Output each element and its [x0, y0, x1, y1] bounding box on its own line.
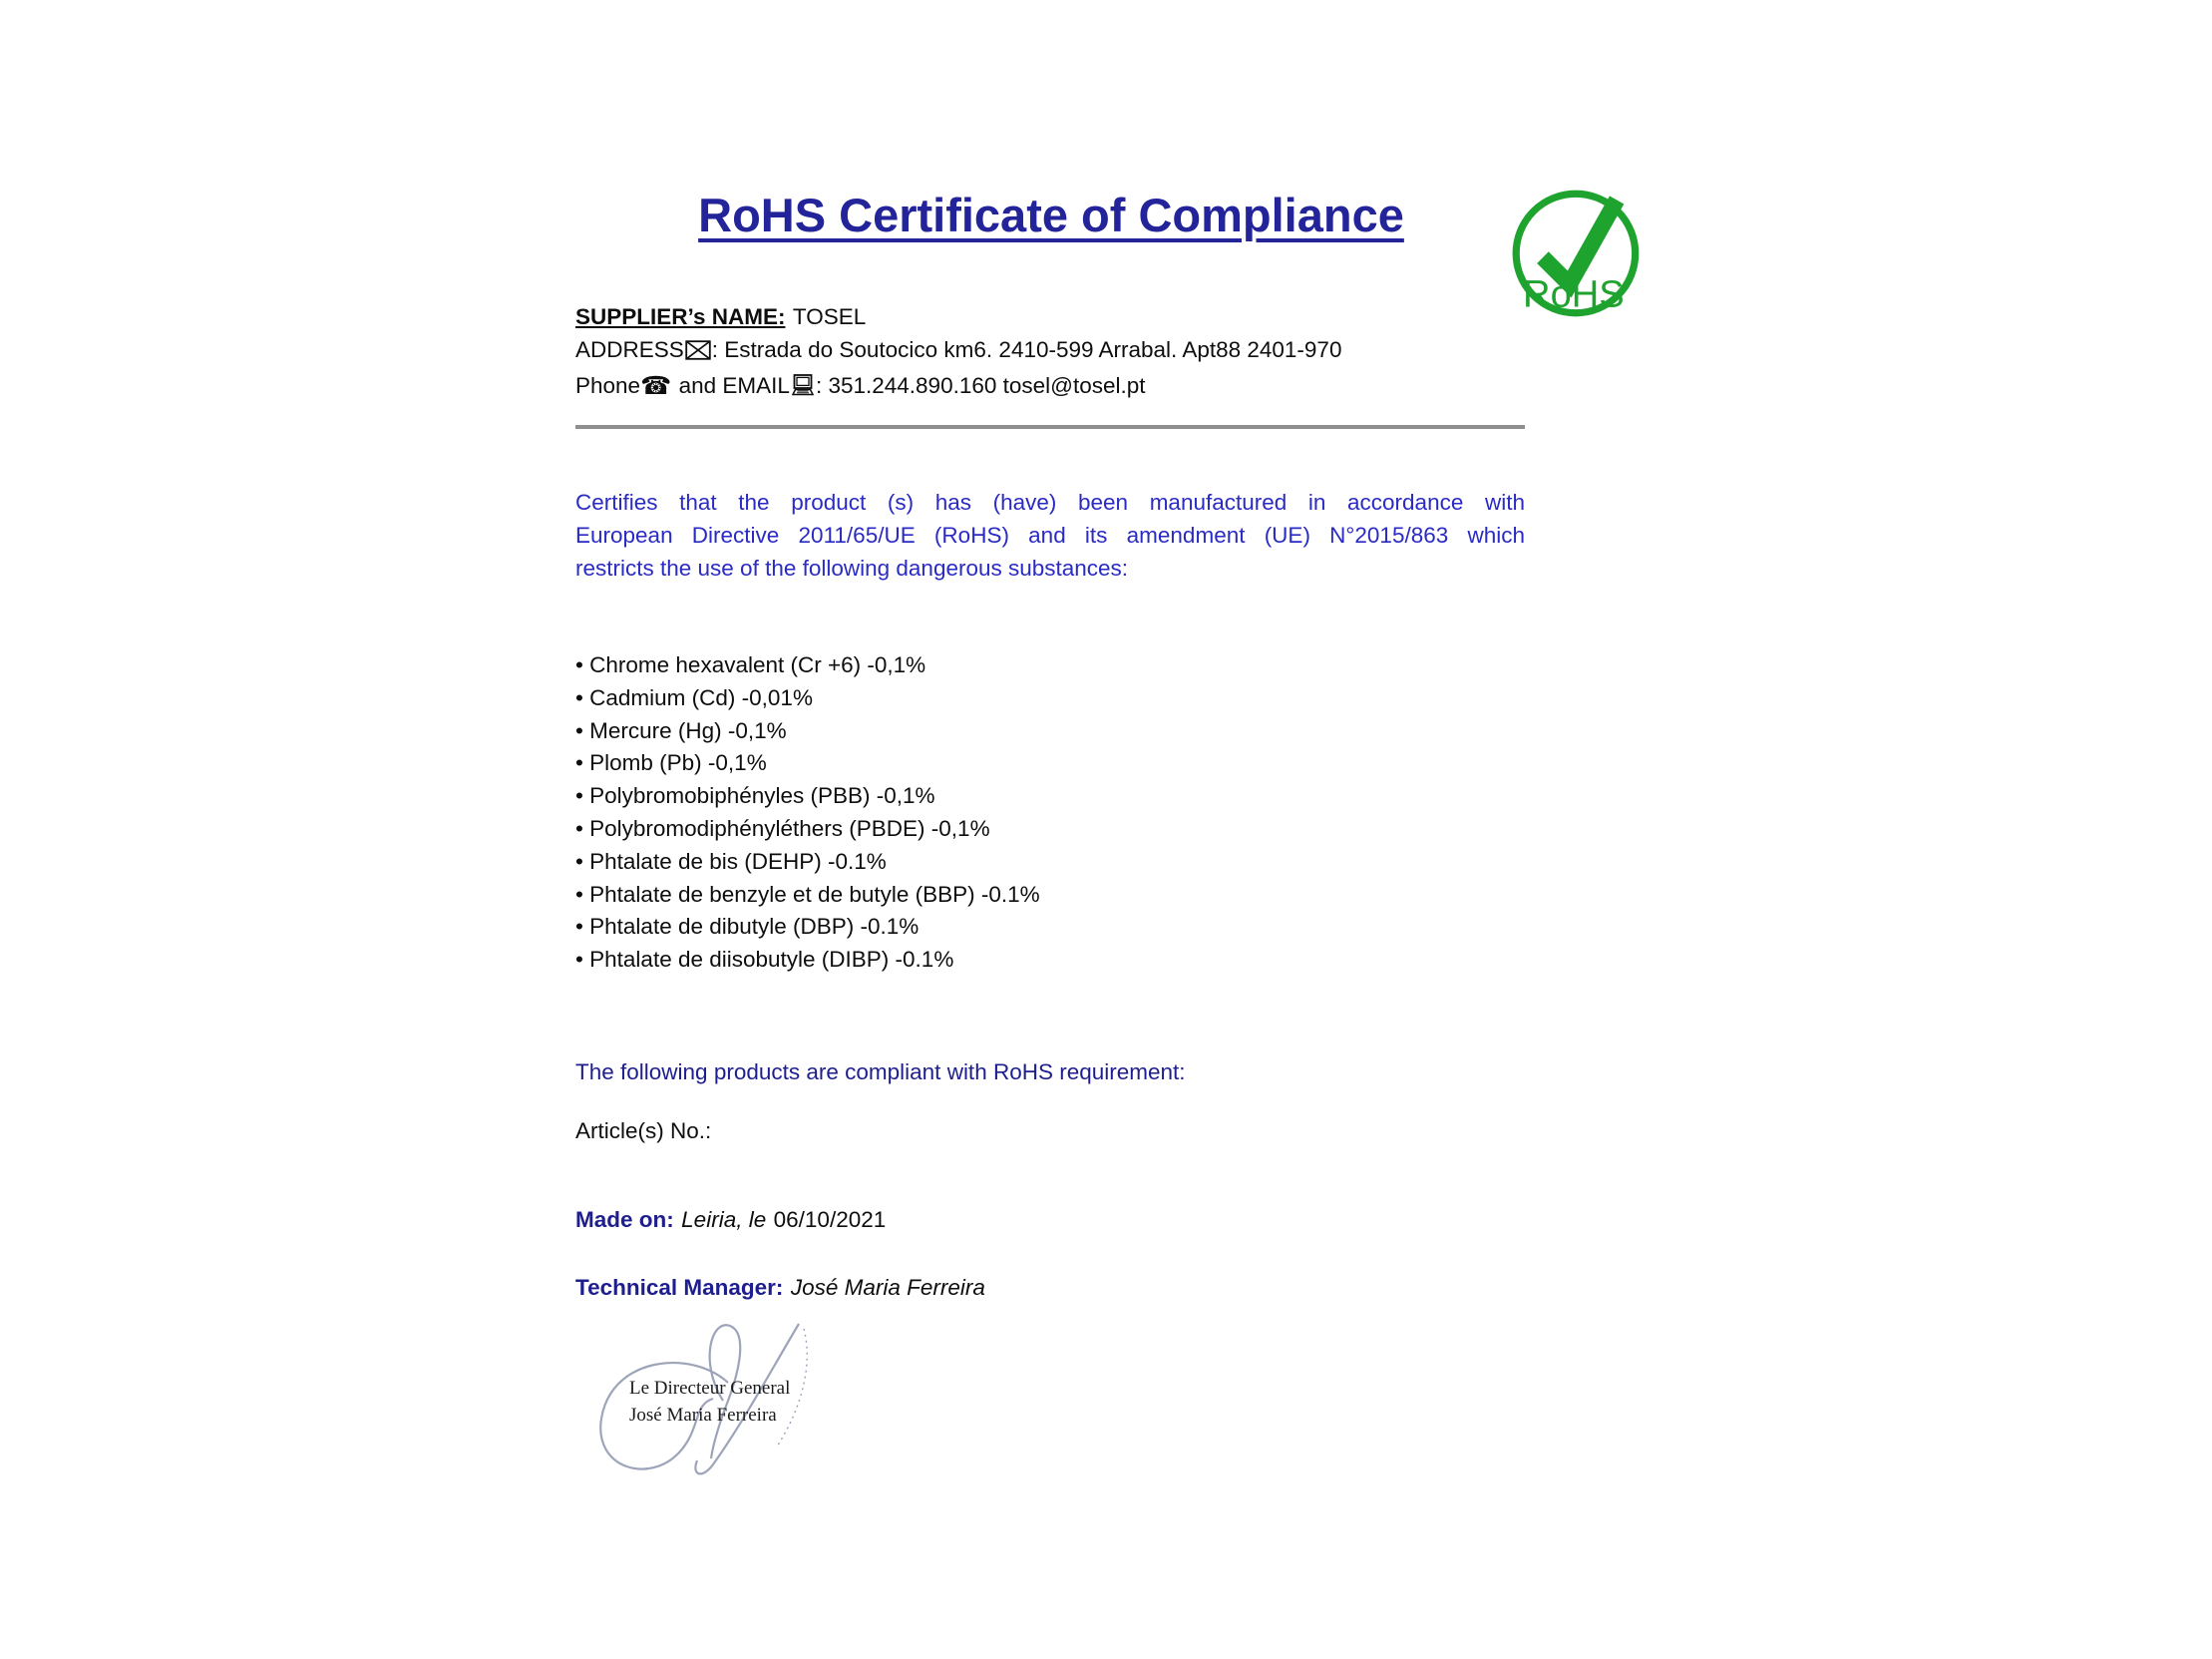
envelope-icon — [685, 336, 711, 369]
made-on-place: Leiria, le — [681, 1207, 767, 1232]
supplier-block — [575, 300, 1529, 405]
substance-item: • Chrome hexavalent (Cr +6) -0,1% — [575, 649, 1525, 682]
certification-line: Certifies that the product (s) has (have) been manufactured in accordance with — [575, 490, 1525, 515]
supplier-name-label: SUPPLIER’s NAME: — [575, 304, 786, 329]
signature-caption — [629, 1375, 790, 1429]
made-on-line — [575, 1207, 1525, 1233]
supplier-contact-line — [575, 369, 1529, 405]
made-on-date: 06/10/2021 — [773, 1207, 887, 1232]
signature-title: Le Directeur General — [629, 1378, 791, 1399]
supplier-address-line — [575, 333, 1529, 369]
technical-manager-label: Technical Manager: — [575, 1275, 784, 1300]
section-divider — [575, 425, 1525, 429]
substance-item: • Plomb (Pb) -0,1% — [575, 747, 1525, 780]
logo-label: RoHS — [1523, 272, 1625, 316]
substance-item: • Phtalate de diisobutyle (DIBP) -0.1% — [575, 944, 1525, 977]
substances-list — [575, 649, 1525, 977]
supplier-name-value: TOSEL — [792, 304, 867, 329]
supplier-name-line — [575, 300, 1529, 333]
substance-item: • Phtalate de dibutyle (DBP) -0.1% — [575, 911, 1525, 944]
signature-name: José Maria Ferreira — [629, 1405, 777, 1426]
certification-line: European Directive 2011/65/UE (RoHS) and its amendment (UE) N°2015/863 which — [575, 523, 1525, 548]
rohs-logo-graphic — [1510, 186, 1646, 321]
substance-item: • Phtalate de benzyle et de butyle (BBP) -0.1% — [575, 879, 1525, 912]
rohs-logo — [1510, 186, 1646, 321]
compliance-note: The following products are compliant with RoHS requirement: — [575, 1059, 1186, 1084]
articles-label: Article(s) No.: — [575, 1118, 712, 1143]
technical-manager-value: José Maria Ferreira — [790, 1275, 985, 1300]
page-title: RoHS Certificate of Compliance — [698, 189, 1404, 241]
substance-item: • Mercure (Hg) -0,1% — [575, 715, 1525, 748]
certification-paragraph — [575, 486, 1525, 585]
technical-manager-line — [575, 1275, 1525, 1301]
contact-value: : 351.244.890.160 tosel@tosel.pt — [815, 373, 1146, 398]
signature-scrawl — [573, 1315, 922, 1549]
substance-item: • Polybromodiphényléthers (PBDE) -0,1% — [575, 813, 1525, 846]
email-label: and EMAIL — [678, 373, 790, 398]
substance-item: • Phtalate de bis (DEHP) -0.1% — [575, 846, 1525, 879]
certification-line: restricts the use of the following dangerous substances: — [575, 556, 1129, 581]
checkmark-icon — [1543, 200, 1617, 283]
substance-item: • Polybromobiphényles (PBB) -0,1% — [575, 780, 1525, 813]
substance-item: • Cadmium (Cd) -0,01% — [575, 682, 1525, 715]
computer-icon — [791, 372, 815, 405]
address-label: ADDRESS — [575, 337, 684, 362]
phone-icon: ☎ — [640, 372, 672, 400]
address-value: : Estrada do Soutocico km6. 2410-599 Arrabal. Apt88 2401-970 — [711, 337, 1342, 362]
phone-label: Phone — [575, 373, 641, 398]
made-on-label: Made on: — [575, 1207, 674, 1232]
